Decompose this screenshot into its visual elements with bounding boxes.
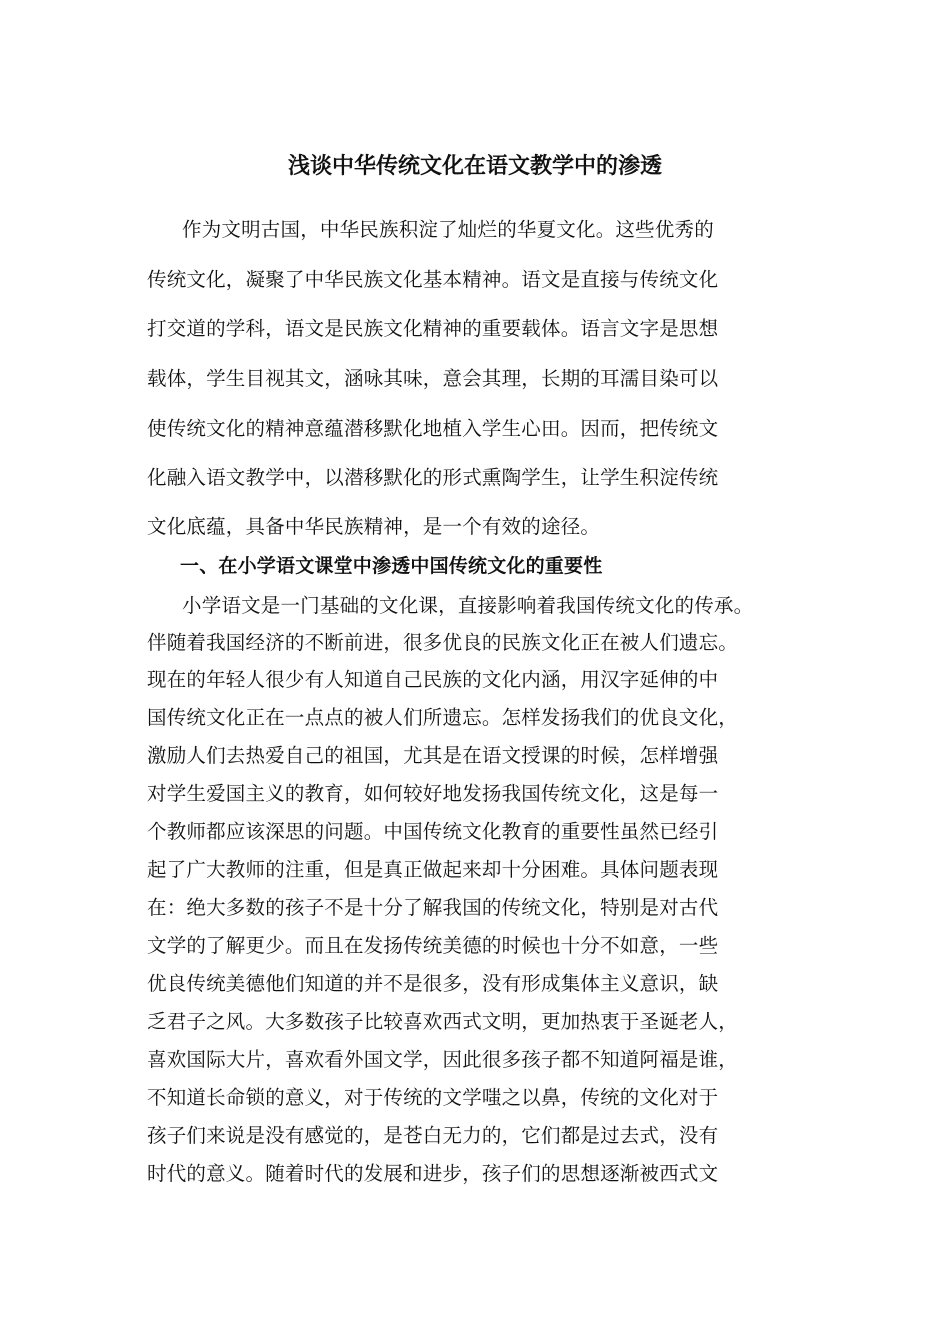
intro-line-5: 使传统文化的精神意蕴潜移默化地植入学生心田。因而，把传统文 xyxy=(147,417,719,440)
intro-line-3: 打交道的学科，语文是民族文化精神的重要载体。语言文字是思想 xyxy=(147,317,719,340)
section-line: 不知道长命锁的意义，对于传统的文学嗤之以鼻，传统的文化对于 xyxy=(147,1086,719,1109)
section-line: 孩子们来说是没有感觉的，是苍白无力的，它们都是过去式，没有 xyxy=(147,1124,719,1147)
section-line: 激励人们去热爱自己的祖国，尤其是在语文授课的时候，怎样增强 xyxy=(147,744,719,767)
section-line: 现在的年轻人很少有人知道自己民族的文化内涵，用汉字延伸的中 xyxy=(147,668,719,691)
section-line: 个教师都应该深思的问题。中国传统文化教育的重要性虽然已经引 xyxy=(147,820,719,843)
intro-line-7: 文化底蕴，具备中华民族精神，是一个有效的途径。 xyxy=(147,515,601,538)
section-line: 乏君子之风。大多数孩子比较喜欢西式文明，更加热衷于圣诞老人， xyxy=(147,1010,739,1033)
section-line: 小学语文是一门基础的文化课，直接影响着我国传统文化的传承。 xyxy=(182,594,754,617)
section-line: 喜欢国际大片，喜欢看外国文学，因此很多孩子都不知道阿福是谁， xyxy=(147,1048,739,1071)
intro-line-4: 载体，学生目视其文，涵咏其味，意会其理，长期的耳濡目染可以 xyxy=(147,367,719,390)
section-heading: 一、在小学语文课堂中渗透中国传统文化的重要性 xyxy=(180,555,603,577)
section-line: 起了广大教师的注重，但是真正做起来却十分困难。具体问题表现 xyxy=(147,858,719,881)
section-line: 文学的了解更少。而且在发扬传统美德的时候也十分不如意，一些 xyxy=(147,934,719,957)
intro-line-6: 化融入语文教学中，以潜移默化的形式熏陶学生，让学生积淀传统 xyxy=(147,466,719,489)
section-line: 优良传统美德他们知道的并不是很多，没有形成集体主义意识，缺 xyxy=(147,972,719,995)
section-line: 时代的意义。随着时代的发展和进步，孩子们的思想逐渐被西式文 xyxy=(147,1162,719,1185)
section-line: 对学生爱国主义的教育，如何较好地发扬我国传统文化，这是每一 xyxy=(147,782,719,805)
section-line: 国传统文化正在一点点的被人们所遗忘。怎样发扬我们的优良文化， xyxy=(147,706,739,729)
document-title: 浅谈中华传统文化在语文教学中的渗透 xyxy=(287,154,662,179)
intro-line-1: 作为文明古国，中华民族积淀了灿烂的华夏文化。这些优秀的 xyxy=(182,218,714,241)
intro-line-2: 传统文化，凝聚了中华民族文化基本精神。语文是直接与传统文化 xyxy=(147,268,719,291)
section-line: 伴随着我国经济的不断前进，很多优良的民族文化正在被人们遗忘。 xyxy=(147,631,739,654)
section-line: 在：绝大多数的孩子不是十分了解我国的传统文化，特别是对古代 xyxy=(147,896,719,919)
